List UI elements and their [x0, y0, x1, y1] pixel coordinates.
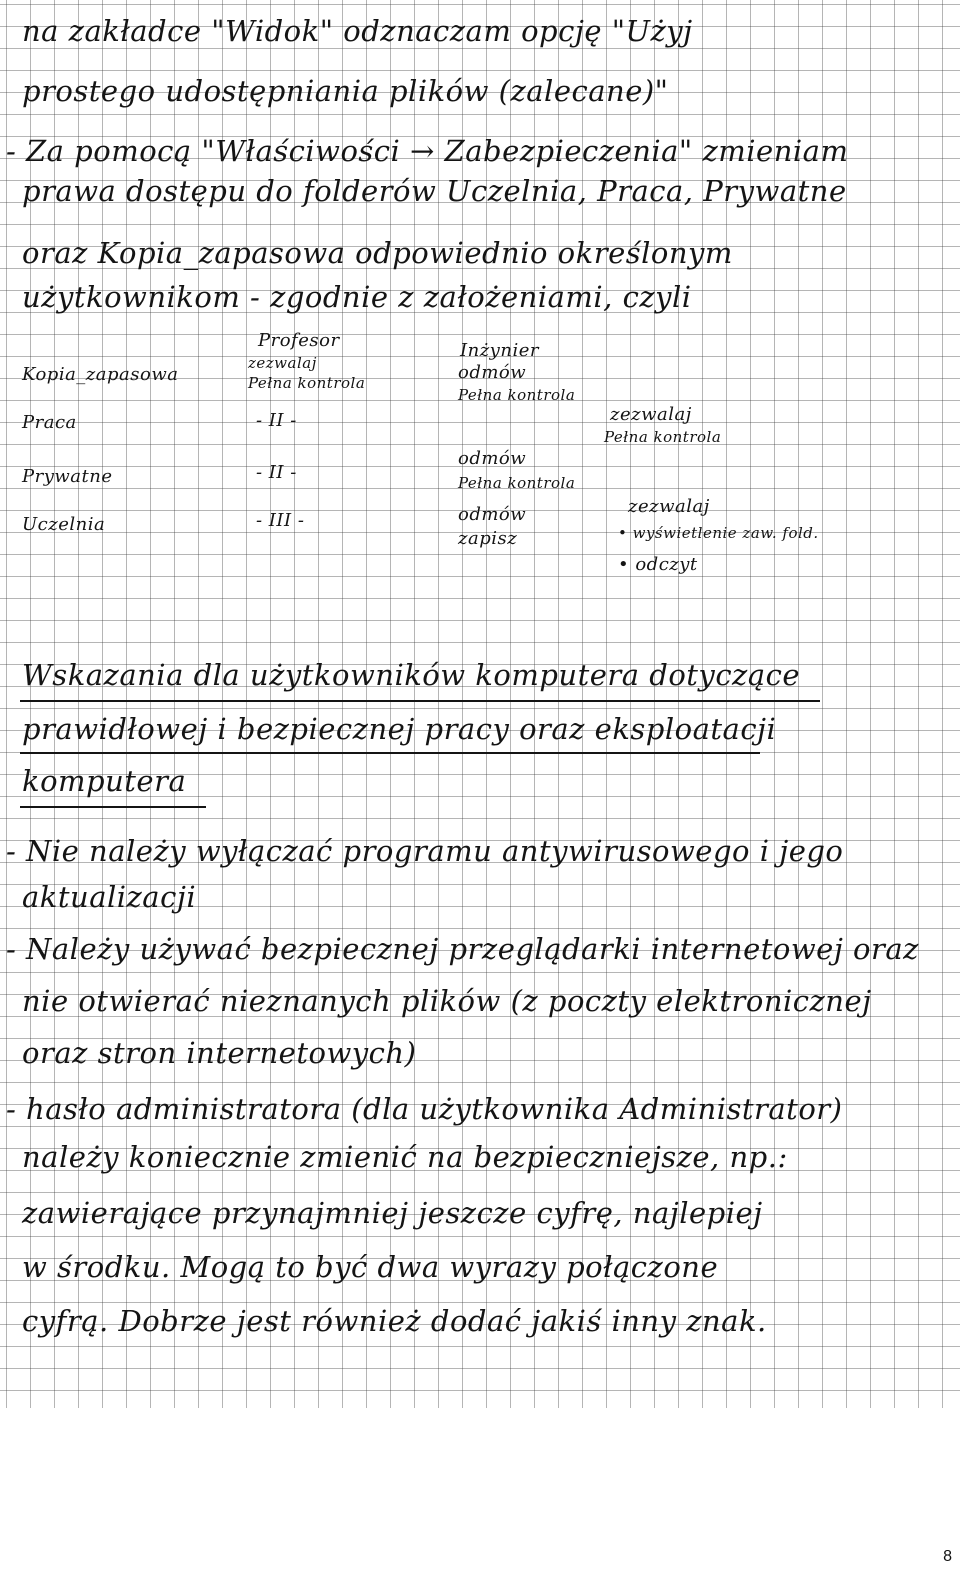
profesor-permission: zezwalaj	[248, 354, 317, 372]
profesor-permission: Pełna kontrola	[248, 374, 366, 392]
text-line: oraz Kopia_zapasowa odpowiednio określonym	[22, 236, 733, 270]
inzynier-permission: odmów	[458, 504, 527, 525]
page-number: 8	[943, 1548, 952, 1565]
text-line: - Za pomocą "Właściwości → Zabezpieczenia" zmieniam	[6, 134, 849, 168]
list-line: - Należy używać bezpiecznej przeglądarki internetowej oraz	[6, 932, 919, 966]
text-line: na zakładce "Widok" odznaczam opcję "Użyj	[22, 14, 693, 48]
inzynier-permission: odmów	[458, 362, 527, 383]
list-line: aktualizacji	[22, 880, 197, 914]
heading-underline	[20, 700, 820, 702]
folder-name: Praca	[22, 412, 77, 433]
heading-underline	[20, 806, 206, 808]
profesor-permission: - III -	[256, 510, 305, 531]
inzynier-permission: Pełna kontrola	[458, 474, 576, 492]
blank-margin	[0, 1408, 960, 1584]
list-line: nie otwierać nieznanych plików (z poczty elektronicznej	[22, 984, 872, 1018]
extra-permission: • odczyt	[618, 554, 698, 575]
extra-permission: Pełna kontrola	[604, 428, 722, 446]
list-line: cyfrą. Dobrze jest również dodać jakiś inny znak.	[22, 1304, 767, 1338]
heading-line: prawidłowej i bezpiecznej pracy oraz eksploatacji	[22, 712, 777, 746]
profesor-permission: - II -	[256, 410, 297, 431]
extra-permission: zezwalaj	[628, 496, 710, 517]
heading-line: Wskazania dla użytkowników komputera dotyczące	[22, 658, 801, 692]
text-line: użytkownikom - zgodnie z założeniami, czyli	[22, 280, 692, 314]
column-header-profesor: Profesor	[258, 330, 340, 351]
extra-permission: • wyświetlenie zaw. fold.	[618, 524, 819, 542]
text-line: prawa dostępu do folderów Uczelnia, Praca, Prywatne	[22, 174, 847, 208]
inzynier-permission: Pełna kontrola	[458, 386, 576, 404]
inzynier-permission: zapisz	[458, 528, 518, 549]
heading-line: komputera	[22, 764, 187, 798]
folder-name: Prywatne	[22, 466, 113, 487]
folder-name: Uczelnia	[22, 514, 106, 535]
extra-permission: zezwalaj	[610, 404, 692, 425]
list-line: należy koniecznie zmienić na bezpieczniejsze, np.:	[22, 1140, 788, 1174]
list-line: w środku. Mogą to być dwa wyrazy połączone	[22, 1250, 719, 1284]
list-line: zawierające przynajmniej jeszcze cyfrę, najlepiej	[22, 1196, 763, 1230]
list-line: oraz stron internetowych)	[22, 1036, 417, 1070]
text-line: prostego udostępniania plików (zalecane)"	[22, 74, 669, 108]
list-line: - Nie należy wyłączać programu antywirusowego i jego	[6, 834, 844, 868]
list-line: - hasło administratora (dla użytkownika Administrator)	[6, 1092, 843, 1126]
inzynier-permission: odmów	[458, 448, 527, 469]
heading-underline	[20, 752, 760, 754]
folder-name: Kopia_zapasowa	[22, 364, 179, 385]
profesor-permission: - II -	[256, 462, 297, 483]
column-header-inzynier: Inżynier	[460, 340, 539, 361]
